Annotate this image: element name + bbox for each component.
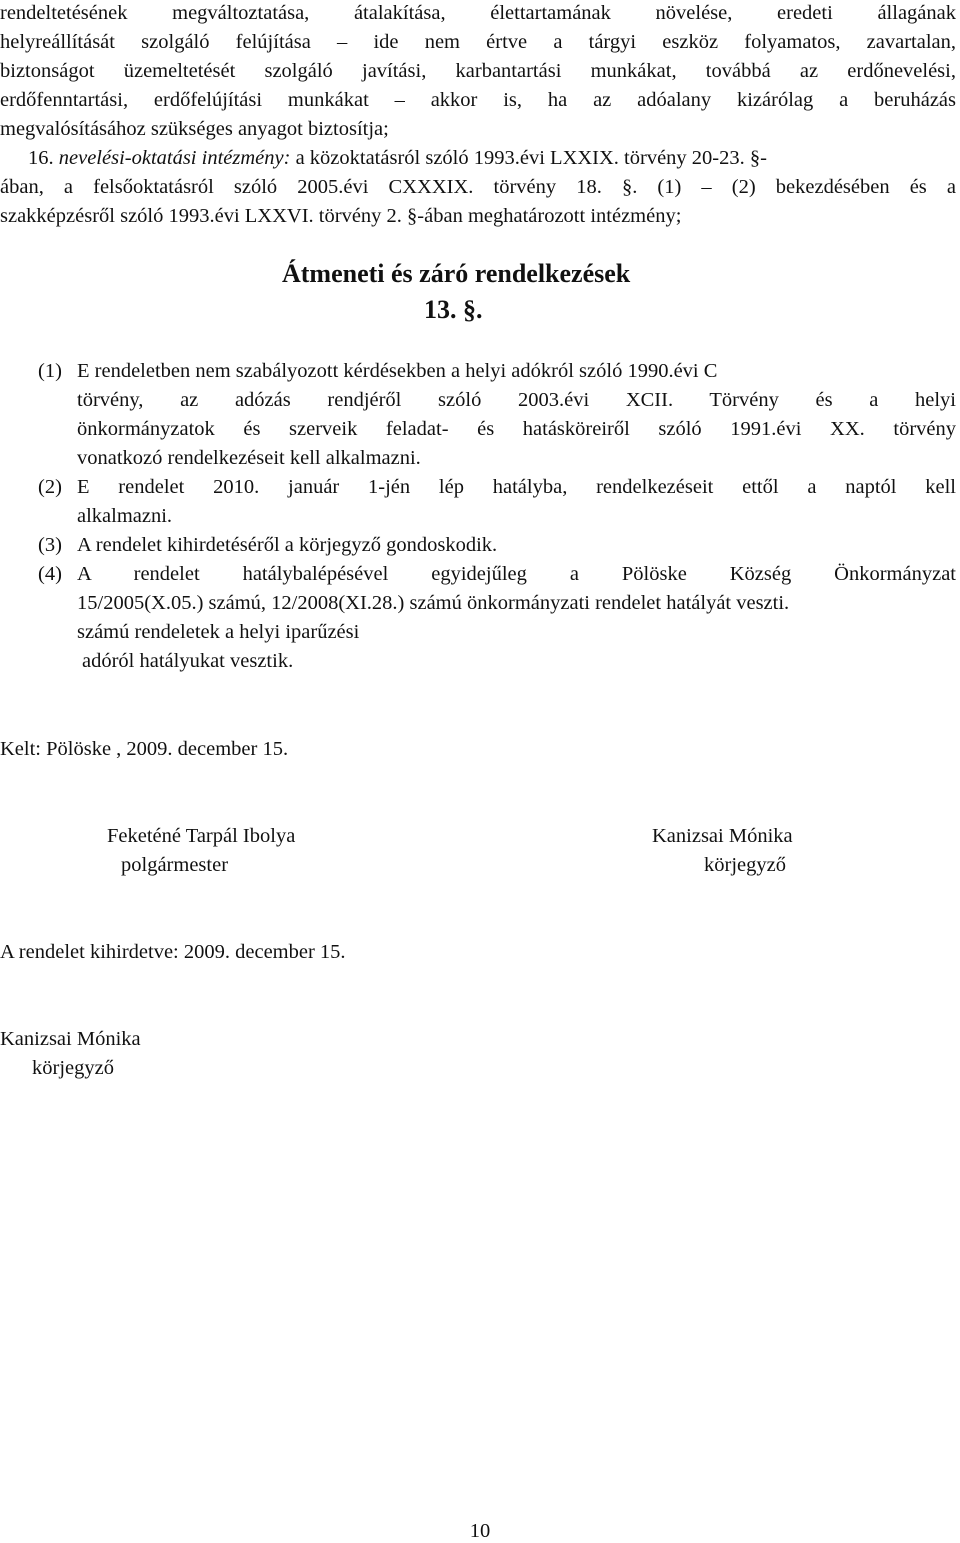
final-signature-title: körjegyző (32, 1057, 114, 1079)
paragraph-4-number: (4) (38, 563, 62, 585)
paragraph-3-line-1: A rendelet kihirdetéséről a körjegyző gondoskodik. (77, 534, 498, 556)
signature-left-name: Feketéné Tarpál Ibolya (107, 825, 296, 847)
paragraph-4-line-1: A rendelet hatálybalépésével egyidejűleg a Pölöske Község Önkormányzat (77, 563, 956, 585)
signature-right-title: körjegyző (704, 854, 786, 876)
paragraph-1-number: (1) (38, 360, 62, 382)
intro-line-4: erdőfenntartási, erdőfelújítási munkákat – akkor is, ha az adóalany kizárólag a beruházás (0, 89, 956, 111)
intro-line-2: helyreállítását szolgáló felújítása – ide nem értve a tárgyi eszköz folyamatos, zavartalan, (0, 31, 956, 53)
page-number: 10 (469, 1520, 491, 1542)
paragraph-2-line-2: alkalmazni. (77, 505, 173, 527)
paragraph-1-line-3: önkormányzatok és szerveik feladat- és hatásköreiről szóló 1991.évi XX. törvény (77, 418, 956, 440)
item-16-text: a közoktatásról szóló 1993.évi LXXIX. törvény 20-23. §- (295, 147, 767, 169)
signature-right-name: Kanizsai Mónika (652, 825, 793, 847)
section-number: 13. §. (424, 295, 483, 324)
intro-line-1: rendeltetésének megváltoztatása, átalakítása, élettartamának növelése, eredeti állagának (0, 2, 956, 24)
intro-line-3: biztonságot üzemeltetését szolgáló javítási, karbantartási munkákat, továbbá az erdőnevelési, (0, 60, 956, 82)
paragraph-4-line-3: számú rendeletek a helyi iparűzési (77, 621, 360, 643)
paragraph-1-line-1: E rendeletben nem szabályozott kérdésekben a helyi adókról szóló 1990.évi C (77, 360, 718, 382)
item-16-line-1 (28, 145, 767, 171)
item-16-number: 16. (28, 147, 54, 169)
signature-left-title: polgármester (121, 854, 229, 876)
paragraph-4-line-4: adóról hatályukat vesztik. (82, 650, 294, 672)
intro-line-5: megvalósításához szükséges anyagot biztosítja; (0, 118, 389, 140)
item-16-line-2: ában, a felsőoktatásról szóló 2005.évi CXXXIX. törvény 18. §. (1) – (2) bekezdésében és a (0, 176, 956, 198)
paragraph-4-line-2: 15/2005(X.05.) számú, 12/2008(XI.28.) számú önkormányzati rendelet hatályát veszti. (77, 592, 790, 614)
paragraph-1-line-4: vonatkozó rendelkezéseit kell alkalmazni. (77, 447, 421, 469)
paragraph-3-number: (3) (38, 534, 62, 556)
item-16-line-3: szakképzésről szóló 1993.évi LXXVI. törvény 2. §-ában meghatározott intézmény; (0, 205, 682, 227)
final-signature-name: Kanizsai Mónika (0, 1028, 141, 1050)
place-date: Kelt: Pölöske , 2009. december 15. (0, 738, 289, 760)
promulgation-line: A rendelet kihirdetve: 2009. december 15. (0, 941, 346, 963)
paragraph-2-line-1: E rendelet 2010. január 1-jén lép hatályba, rendelkezéseit ettől a naptól kell (77, 476, 956, 498)
section-title: Átmeneti és záró rendelkezések (282, 259, 631, 288)
item-16-term: nevelési-oktatási intézmény: (58, 147, 291, 169)
paragraph-1-line-2: törvény, az adózás rendjéről szóló 2003.évi XCII. Törvény és a helyi (77, 389, 956, 411)
paragraph-2-number: (2) (38, 476, 62, 498)
